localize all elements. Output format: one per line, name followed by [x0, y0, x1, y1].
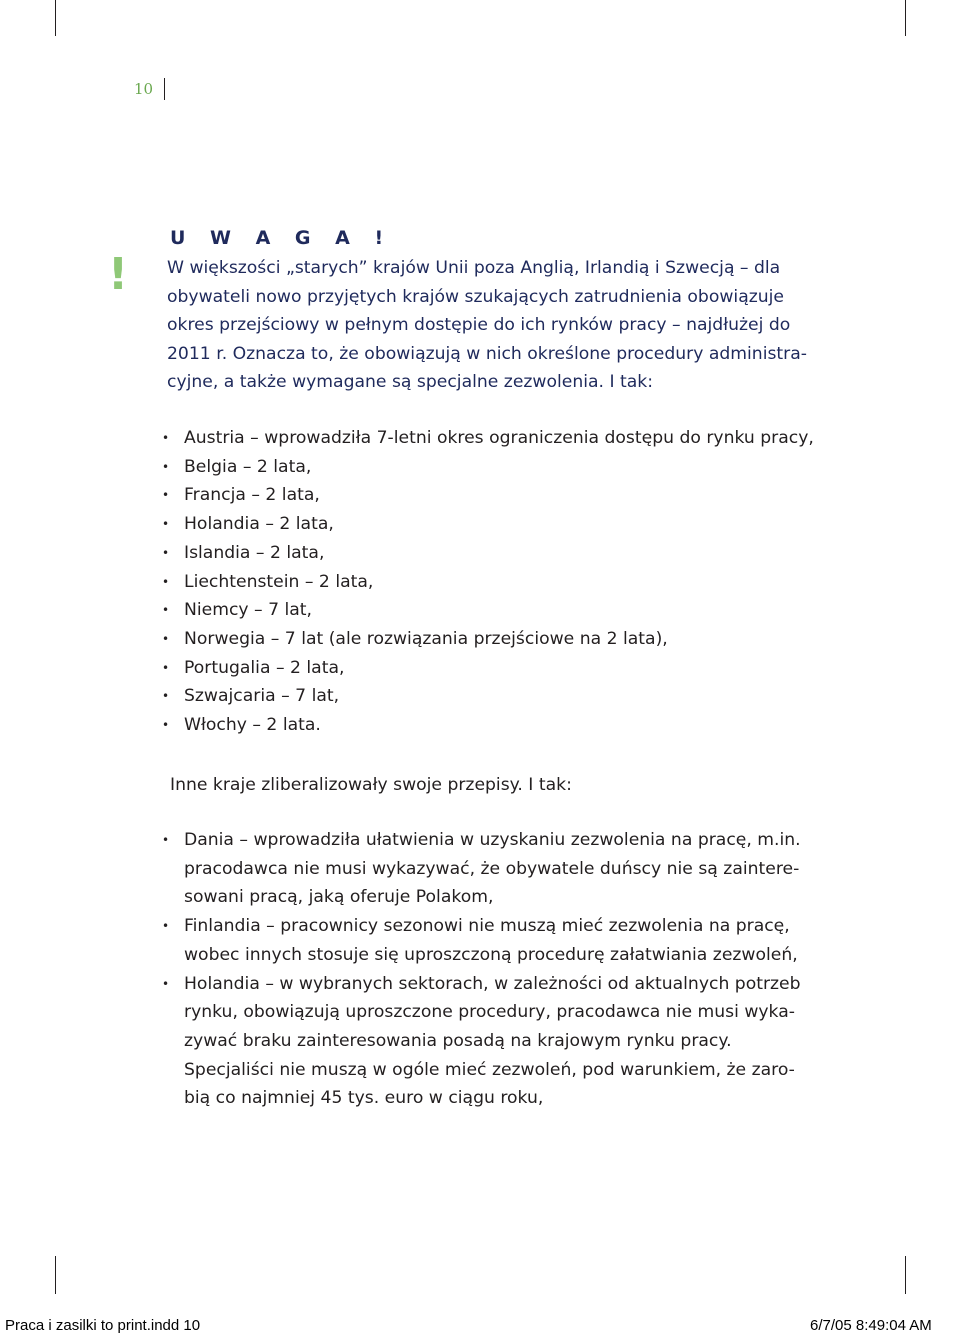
bullet-icon: • [162, 603, 170, 618]
list-item-text: Austria – wprowadziła 7-letni okres ograniczenia dostępu do rynku pracy, [184, 428, 814, 448]
list-item-text: Liechtenstein – 2 lata, [184, 571, 374, 592]
list-item-text: Szwajcaria – 7 lat, [184, 686, 340, 707]
list-item [162, 912, 842, 969]
list-item [162, 654, 842, 683]
exclamation-icon: ! [108, 249, 129, 300]
crop-mark-bottom-left [55, 1256, 56, 1294]
list-item-line: rynku, obowiązują uproszczone procedury, pracodawca nie musi wyka- [184, 1002, 795, 1023]
notice-intro [167, 254, 847, 397]
liberalized-intro: Inne kraje zliberalizowały swoje przepisy. I tak: [170, 775, 572, 795]
notice-heading: U W A G A ! [170, 227, 393, 249]
list-item [162, 826, 842, 912]
list-item-text: Islandia – 2 lata, [184, 542, 325, 563]
bullet-icon: • [162, 833, 170, 847]
list-item-line: sowani pracą, jaką oferuje Polakom, [184, 887, 494, 908]
list-item [162, 481, 842, 510]
list-item [162, 970, 842, 1114]
list-item-line: wobec innych stosuje się uproszczoną procedurę załatwiania zezwoleń, [184, 944, 798, 965]
transitional-country-list [162, 424, 842, 740]
list-item-text: Holandia – 2 lata, [184, 514, 334, 535]
list-item [162, 539, 842, 568]
bullet-icon: • [162, 718, 170, 733]
bullet-icon: • [162, 631, 170, 646]
intro-line: obywateli nowo przyjętych krajów szukających zatrudnienia obowiązuje [167, 286, 784, 307]
page-number: 10 [134, 80, 154, 98]
list-item-text: Portugalia – 2 lata, [184, 657, 345, 678]
list-item-text: Norwegia – 7 lat (ale rozwiązania przejściowe na 2 lata), [184, 628, 668, 649]
list-item-line: pracodawca nie musi wykazywać, że obywatele duńscy nie są zaintere- [184, 858, 800, 879]
bullet-icon: • [162, 574, 170, 589]
bullet-icon: • [162, 545, 170, 560]
list-item [162, 711, 842, 740]
list-item [162, 596, 842, 625]
list-item-line: Holandia – w wybranych sektorach, w zależności od aktualnych potrzeb [184, 973, 801, 994]
footer-file-label: Praca i zasilki to print.indd 10 [5, 1317, 201, 1334]
bullet-icon: • [162, 660, 170, 675]
list-item-text: Niemcy – 7 lat, [184, 600, 312, 621]
list-item [162, 424, 842, 453]
list-item [162, 568, 842, 597]
bullet-icon: • [162, 517, 170, 532]
crop-mark-bottom-right [905, 1256, 906, 1294]
footer-date-label: 6/7/05 8:49:04 AM [810, 1317, 932, 1334]
crop-mark-top-right [905, 0, 906, 36]
list-item-text: Włochy – 2 lata. [184, 715, 321, 736]
list-item [162, 625, 842, 654]
list-item-line: Finlandia – pracownicy sezonowi nie muszą mieć zezwolenia na pracę, [184, 916, 790, 937]
liberalized-country-list [162, 826, 842, 1113]
list-item-line: bią co najmniej 45 tys. euro w ciągu roku, [184, 1088, 544, 1109]
bullet-icon: • [162, 431, 170, 445]
crop-mark-top-left [55, 0, 56, 36]
list-item-line: Specjaliści nie muszą w ogóle mieć zezwoleń, pod warunkiem, że zaro- [184, 1059, 795, 1080]
list-item [162, 682, 842, 711]
intro-line: 2011 r. Oznacza to, że obowiązują w nich określone procedury administra- [167, 343, 807, 364]
bullet-icon: • [162, 976, 170, 991]
intro-line: okres przejściowy w pełnym dostępie do ich rynków pracy – najdłużej do [167, 315, 791, 336]
page-number-rule [164, 78, 165, 100]
intro-line: W większości „starych” krajów Unii poza Anglią, Irlandią i Szwecją – dla [167, 258, 781, 278]
list-item-text: Francja – 2 lata, [184, 485, 320, 506]
list-item [162, 453, 842, 482]
bullet-icon: • [162, 689, 170, 704]
bullet-icon: • [162, 919, 170, 934]
bullet-icon: • [162, 459, 170, 474]
list-item-text: Belgia – 2 lata, [184, 456, 312, 477]
list-item-line: zywać braku zainteresowania posadą na krajowym rynku pracy. [184, 1030, 732, 1051]
list-item-line: Dania – wprowadziła ułatwienia w uzyskaniu zezwolenia na pracę, m.in. [184, 830, 801, 850]
bullet-icon: • [162, 488, 170, 503]
intro-line: cyjne, a także wymagane są specjalne zezwolenia. I tak: [167, 372, 654, 393]
list-item [162, 510, 842, 539]
